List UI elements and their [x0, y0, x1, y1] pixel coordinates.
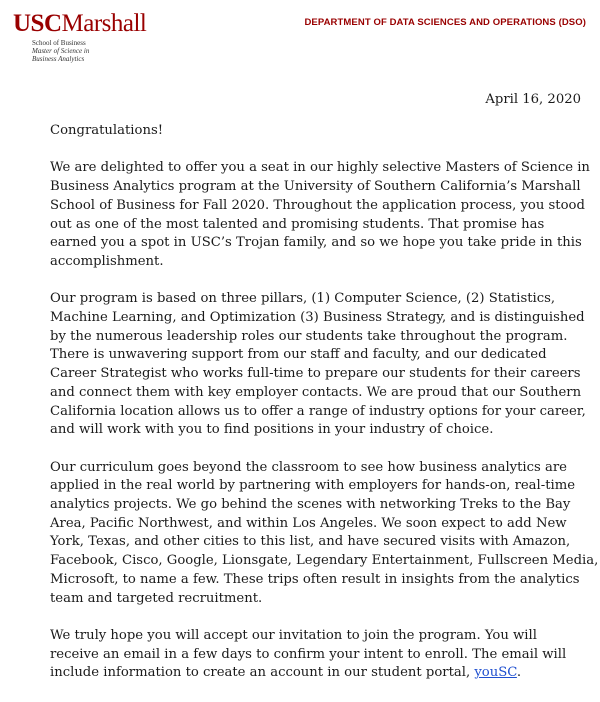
paragraph-line: team and targeted recruitment.: [50, 590, 263, 606]
logo-school-line: School of Business: [32, 39, 86, 47]
letter-body: [50, 122, 599, 702]
paragraph-line: There is unwavering support from our staff and faculty, and our dedicated: [50, 347, 547, 363]
paragraph-line: Microsoft, to name a few. These trips often result in insights from the analytics: [50, 571, 580, 587]
paragraph-offer: [50, 159, 590, 271]
paragraph-invitation: [50, 627, 590, 683]
sentence-end: .: [516, 665, 522, 681]
usc-marshall-logo: [13, 12, 153, 63]
paragraph-line: and will work with you to find positions in your industry of choice.: [50, 422, 494, 438]
paragraph-line: Our program is based on three pillars, (1) Computer Science, (2) Statistics,: [50, 291, 556, 307]
paragraph-line: Machine Learning, and Optimization (3) Business Strategy, and is distinguished: [50, 310, 585, 325]
paragraph-line: Facebook, Cisco, Google, Lionsgate, Legendary Entertainment, Fullscreen Media,: [50, 553, 599, 569]
paragraph-line: analytics projects. We go behind the scenes with networking Treks to the Bay: [50, 497, 571, 513]
paragraph-line: and connect them with key employer contacts. We are proud that our Southern: [50, 384, 582, 400]
paragraph-line: We truly hope you will accept our invitation to join the program. You will: [50, 627, 537, 643]
logo-marshall-text: Marshall: [61, 10, 147, 37]
letterhead: [0, 0, 600, 80]
logo-wordmark: [13, 12, 153, 36]
paragraph-line-text: include information to create an account in our student portal,: [50, 665, 475, 681]
paragraph-line: applied in the real world by partnering with employers for hands-on, real-time: [50, 478, 576, 494]
paragraph-program: [50, 290, 590, 440]
paragraph-line: California location allows us to offer a range of industry options for your career,: [50, 403, 586, 419]
paragraph-line: We are delighted to offer you a seat in our highly selective Masters of Science in: [50, 160, 590, 176]
paragraph-line: York, Texas, and other cities to this list, and have secured visits with Amazon,: [50, 534, 571, 550]
paragraph-line: earned you a spot in USC’s Trojan family, and so we hope you take pride in this: [50, 235, 582, 251]
paragraph-line: out as one of the most talented and promising students. That promise has: [50, 216, 545, 232]
paragraph-line: Our curriculum goes beyond the classroom to see how business analytics are: [50, 459, 567, 475]
greeting: Congratulations!: [50, 123, 164, 138]
paragraph-line-with-link: [50, 664, 590, 683]
paragraph-line: School of Business for Fall 2020. Throughout the application process, you stood: [50, 197, 585, 213]
logo-subtitle: [32, 39, 153, 63]
logo-program-line-1: Master of Science in: [32, 47, 90, 55]
paragraph-line: Career Strategist who works full-time to prepare our students for their careers: [50, 366, 581, 382]
paragraph-line: Area, Pacific Northwest, and within Los Angeles. We soon expect to add New: [50, 515, 567, 531]
department-heading: DEPARTMENT OF DATA SCIENCES AND OPERATIONS (DSO): [304, 17, 586, 28]
paragraph-line: accomplishment.: [50, 253, 164, 269]
logo-usc-text: USC: [13, 10, 62, 37]
paragraph-line: by the numerous leadership roles our students take throughout the program.: [50, 328, 568, 344]
logo-program-line-2: Business Analytics: [32, 55, 85, 63]
letter-date: April 16, 2020: [485, 92, 581, 107]
paragraph-line: Business Analytics program at the University of Southern California’s Marshall: [50, 179, 581, 195]
yousc-portal-link[interactable]: youSC: [474, 665, 517, 681]
paragraph-curriculum: [50, 459, 599, 609]
paragraph-line: receive an email in a few days to confirm your intent to enroll. The email will: [50, 646, 567, 662]
